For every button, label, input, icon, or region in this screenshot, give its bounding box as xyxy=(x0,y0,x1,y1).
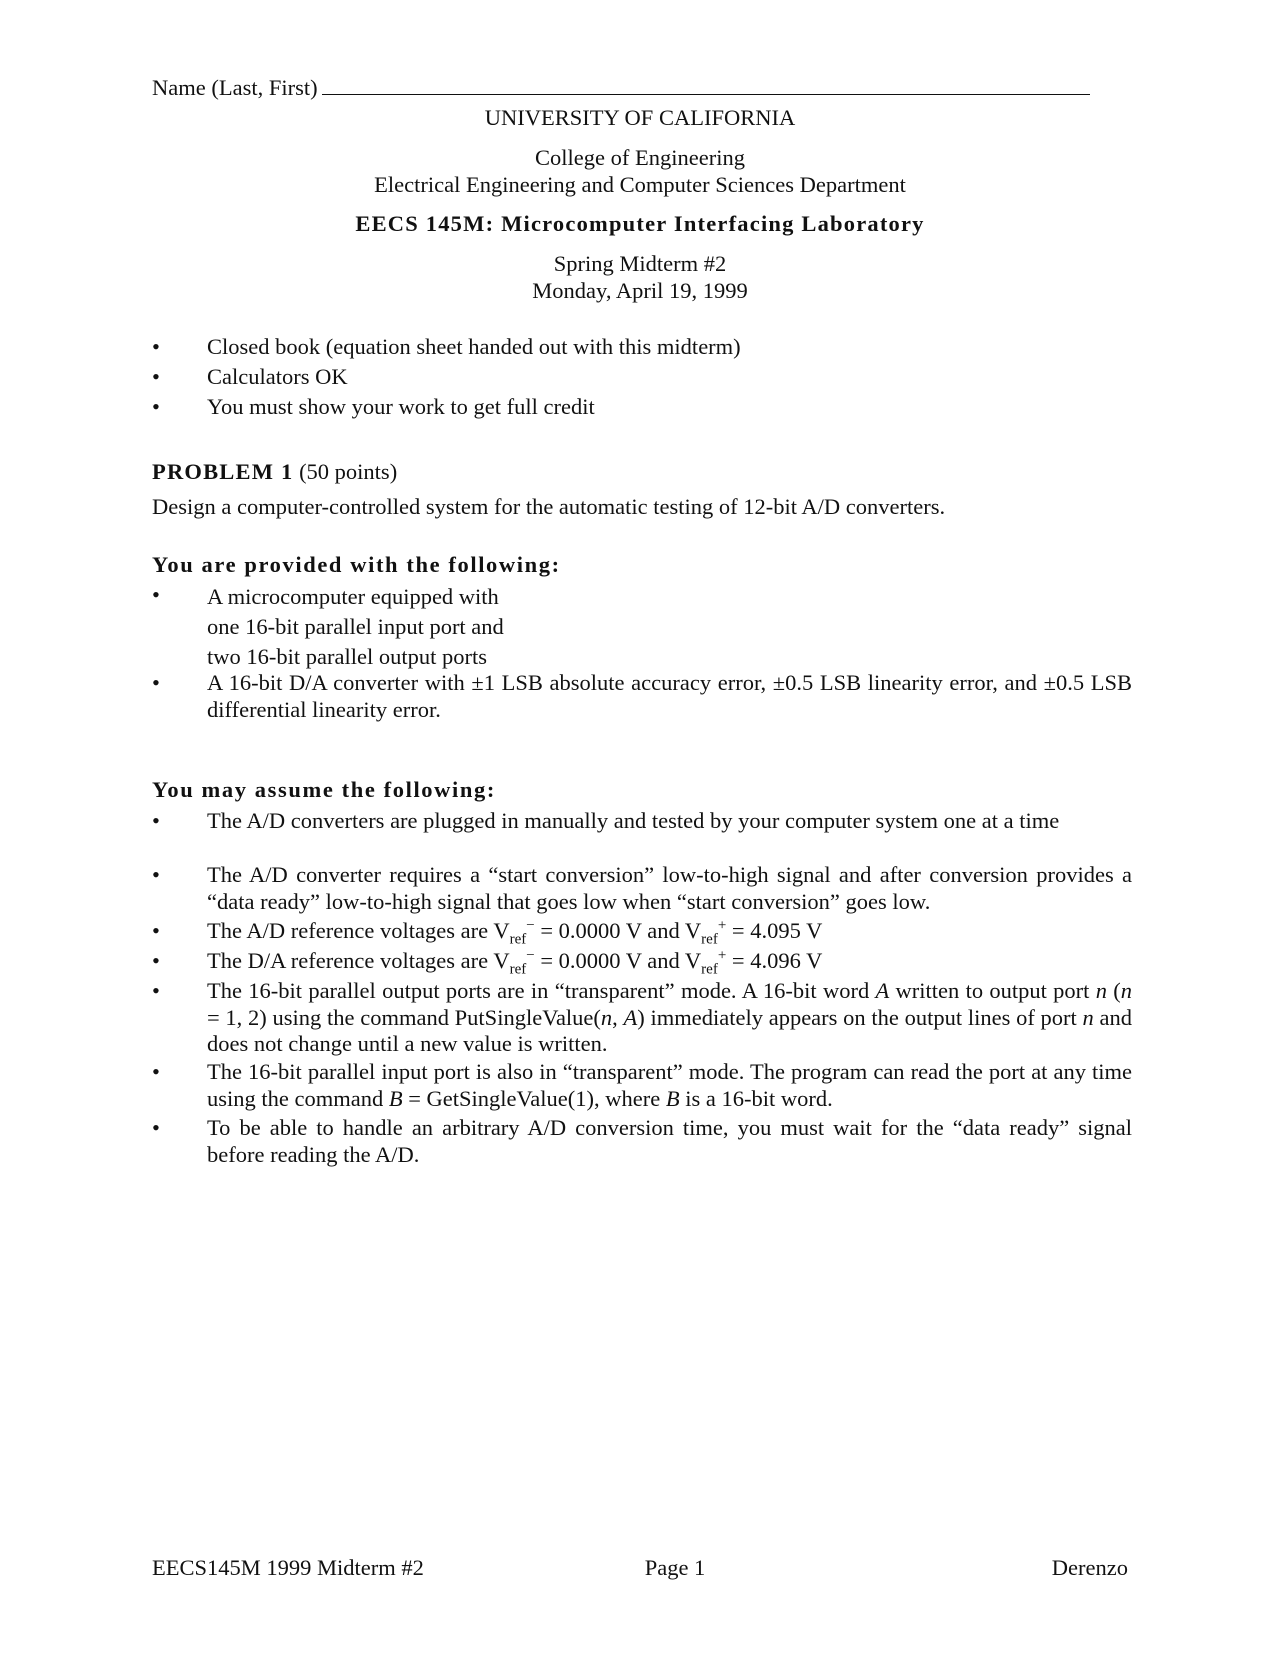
bullet: • xyxy=(152,978,160,1003)
provided-heading: You are provided with the following: xyxy=(152,552,561,577)
provided-line: A microcomputer equipped with xyxy=(207,584,499,609)
bullet: • xyxy=(152,334,160,359)
rule-item xyxy=(152,334,1132,361)
bullet: • xyxy=(152,670,160,695)
name-underline xyxy=(322,76,1090,95)
provided-item-da-converter xyxy=(152,670,1132,723)
bullet: • xyxy=(152,948,160,973)
name-field xyxy=(152,75,1090,101)
footer-course: EECS145M 1999 Midterm #2 xyxy=(152,1555,424,1580)
assume-text: The A/D reference voltages are $V_{ref}^- = 0.0000$ V and $V_{ref}^+ = 4.095$ V xyxy=(207,917,823,948)
footer-author: Derenzo xyxy=(1051,1555,1128,1580)
problem-points: (50 points) xyxy=(299,459,398,484)
assume-text: The A/D converters are plugged in manually and tested by your computer system one at a time xyxy=(207,808,1060,833)
provided-line: one 16-bit parallel input port and xyxy=(207,614,504,639)
bullet: • xyxy=(152,1059,160,1084)
bullet: • xyxy=(152,394,160,419)
assume-item-output-ports xyxy=(152,978,1132,1058)
assume-text: The A/D converter requires a “start conversion” low-to-high signal and after conversion provides a “data ready” low-to-high signal that goes low when “start conversion” goes low. xyxy=(207,862,1132,914)
assume-item-input-port xyxy=(152,1059,1132,1112)
assume-item-data-ready xyxy=(152,1115,1132,1168)
rule-item xyxy=(152,364,1132,391)
assume-item xyxy=(152,862,1132,915)
provided-item-microcomputer xyxy=(152,582,1132,672)
assume-text: The 16-bit parallel output ports are in “transparent” mode. A 16-bit word A written to output port n (n = 1, 2) using the command PutSingleValue(n, A) immediately appears on the output lines of port n and does not change until a new value is written. xyxy=(207,978,1133,1056)
exam-date: Monday, April 19, 1999 xyxy=(532,278,748,303)
rule-text: You must show your work to get full credit xyxy=(207,394,595,419)
rule-item xyxy=(152,394,1132,421)
bullet: • xyxy=(152,808,160,833)
footer-page-number: Page 1 xyxy=(644,1555,706,1580)
name-label: Name (Last, First) xyxy=(152,75,318,100)
provided-text: A 16-bit D/A converter with ±1 LSB absolute accuracy error, ±0.5 LSB linearity error, and ±0.5 LSB differential linearity error. xyxy=(207,670,1132,722)
bullet: • xyxy=(152,1115,160,1140)
bullet: • xyxy=(152,862,160,887)
problem-statement: Design a computer-controlled system for the automatic testing of 12-bit A/D converters. xyxy=(152,494,946,519)
assume-item-ad-reference xyxy=(152,917,1132,948)
bullet: • xyxy=(152,582,160,607)
college-title: College of Engineering xyxy=(535,145,745,170)
department-title: Electrical Engineering and Computer Sciences Department xyxy=(374,172,906,197)
provided-line: two 16-bit parallel output ports xyxy=(207,644,487,669)
bullet: • xyxy=(152,918,160,943)
exam-title: Spring Midterm #2 xyxy=(553,251,727,276)
assume-item xyxy=(152,808,1132,835)
assume-text: The D/A reference voltages are $V_{ref}^- = 0.0000$ V and $V_{ref}^+ = 4.096$ V xyxy=(207,947,823,978)
rule-text: Calculators OK xyxy=(207,364,348,389)
problem-label: PROBLEM 1 xyxy=(152,459,294,484)
university-title: UNIVERSITY OF CALIFORNIA xyxy=(484,105,796,130)
assume-heading: You may assume the following: xyxy=(152,777,496,802)
course-title: EECS 145M: Microcomputer Interfacing Laboratory xyxy=(355,211,925,236)
assume-text: To be able to handle an arbitrary A/D conversion time, you must wait for the “data ready” signal before reading the A/D. xyxy=(207,1115,1132,1167)
rule-text: Closed book (equation sheet handed out with this midterm) xyxy=(207,334,741,359)
problem-heading xyxy=(152,459,397,485)
bullet: • xyxy=(152,364,160,389)
assume-item-da-reference xyxy=(152,947,1132,978)
assume-text: The 16-bit parallel input port is also in “transparent” mode. The program can read the port at any time using the command B = GetSingleValue(1), where B is a 16-bit word. xyxy=(207,1059,1132,1111)
